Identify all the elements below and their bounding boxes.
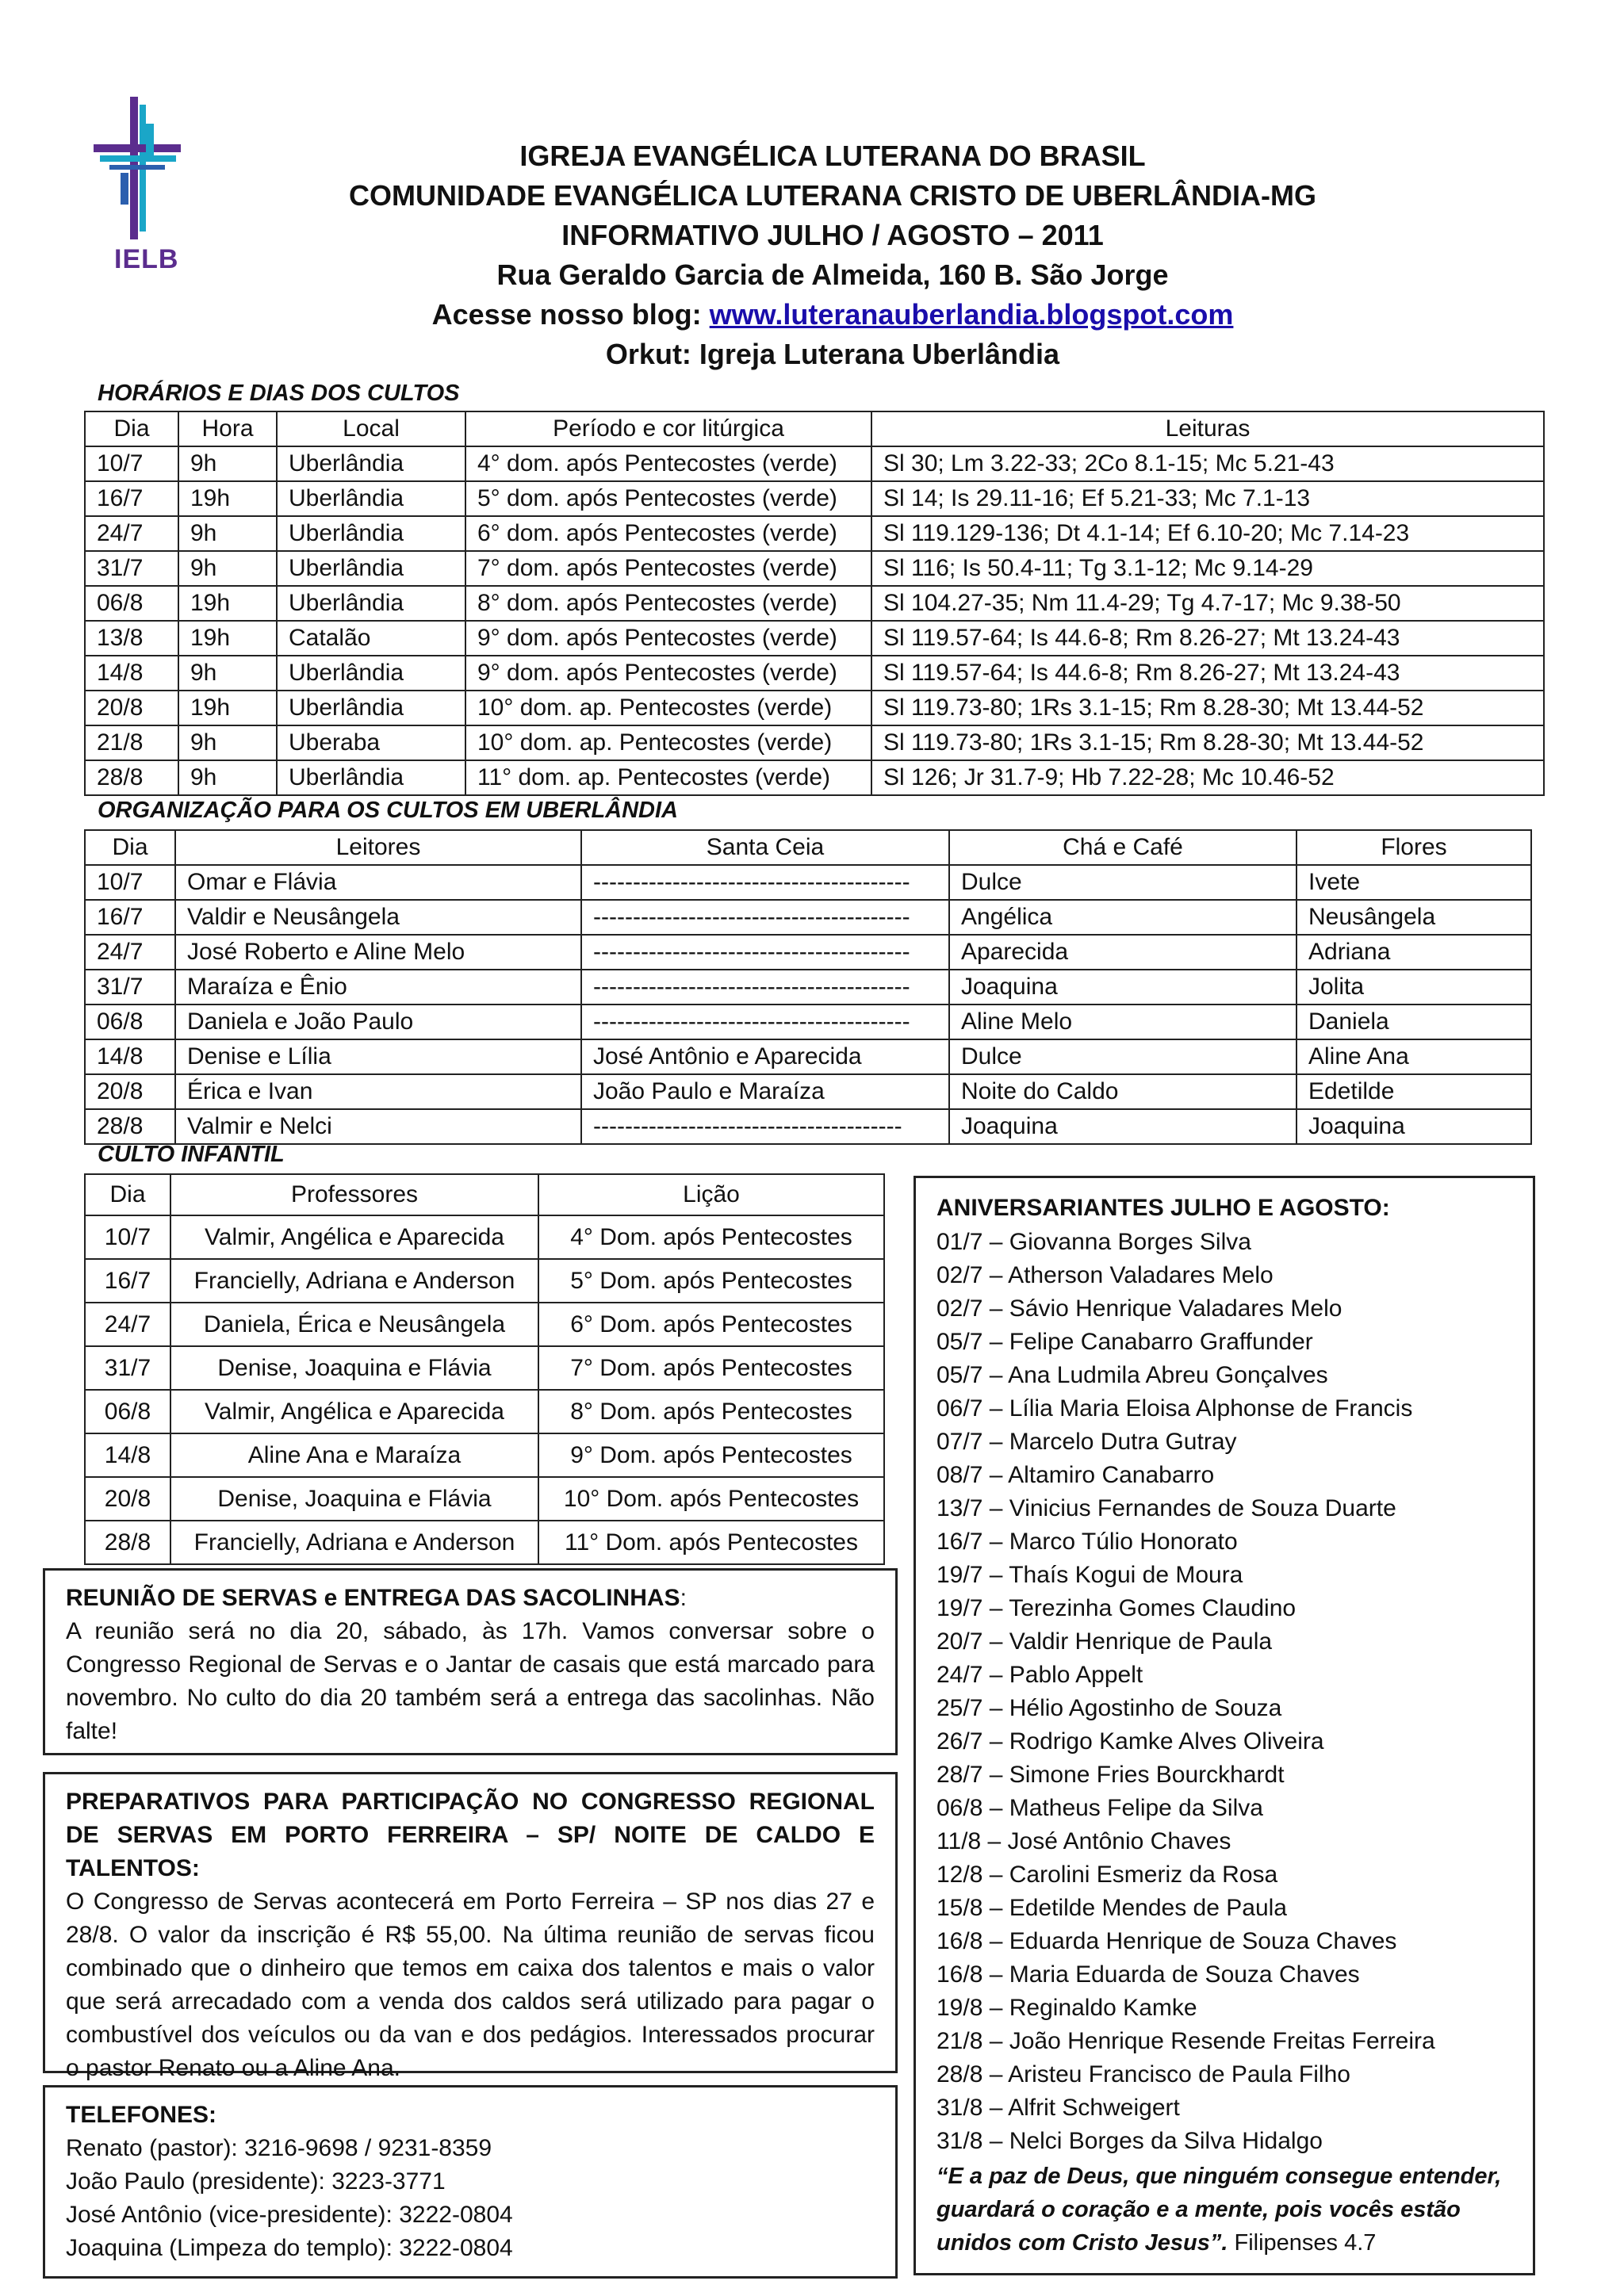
table-cell: Valmir e Nelci <box>175 1109 581 1144</box>
table-cell: 31/7 <box>85 970 175 1004</box>
table-cell: 19h <box>178 691 277 725</box>
children-header-row <box>85 1174 884 1215</box>
services-header-row <box>85 411 1544 446</box>
table-cell: 9h <box>178 446 277 481</box>
birthday-item: 06/8 – Matheus Felipe da Silva <box>936 1795 1263 1821</box>
table-cell: Adriana <box>1297 935 1531 970</box>
table-cell: 4° Dom. após Pentecostes <box>538 1215 884 1259</box>
table-cell: Sl 119.129-136; Dt 4.1-14; Ef 6.10-20; Mc 7.14-23 <box>871 516 1544 551</box>
table-cell: 21/8 <box>85 725 178 760</box>
table-row <box>85 1477 884 1521</box>
blog-link[interactable]: www.luteranauberlandia.blogspot.com <box>709 298 1234 331</box>
table-row <box>85 1039 1531 1074</box>
services-title: HORÁRIOS E DIAS DOS CULTOS <box>98 381 460 406</box>
table-cell: Érica e Ivan <box>175 1074 581 1109</box>
table-cell: 06/8 <box>85 586 178 621</box>
table-row <box>85 1303 884 1346</box>
table-cell: José Roberto e Aline Melo <box>175 935 581 970</box>
table-row <box>85 621 1544 656</box>
table-cell: Francielly, Adriana e Anderson <box>170 1259 538 1303</box>
phone-item: José Antônio (vice-presidente): 3222-0804 <box>66 2202 513 2228</box>
header-line2: COMUNIDADE EVANGÉLICA LUTERANA CRISTO DE UBERLÂNDIA-MG <box>349 179 1316 212</box>
services-column-header: Leituras <box>871 411 1544 446</box>
birthday-item: 25/7 – Hélio Agostinho de Souza <box>936 1695 1282 1721</box>
table-row <box>85 516 1544 551</box>
bible-verse-block <box>936 2160 1512 2260</box>
birthday-item: 12/8 – Carolini Esmeriz da Rosa <box>936 1862 1278 1888</box>
birthday-item: 31/8 – Nelci Borges da Silva Hidalgo <box>936 2128 1323 2154</box>
table-cell: 8° dom. após Pentecostes (verde) <box>465 586 871 621</box>
bible-verse-reference: Filipenses 4.7 <box>1228 2230 1377 2256</box>
table-cell: 11° Dom. após Pentecostes <box>538 1521 884 1564</box>
birthday-item: 15/8 – Edetilde Mendes de Paula <box>936 1895 1287 1921</box>
table-cell: 06/8 <box>85 1004 175 1039</box>
table-cell: 20/8 <box>85 691 178 725</box>
table-cell: 28/8 <box>85 760 178 795</box>
table-cell: Omar e Flávia <box>175 865 581 900</box>
birthday-item: 28/7 – Simone Fries Bourckhardt <box>936 1762 1285 1788</box>
organization-column-header: Leitores <box>175 830 581 865</box>
table-cell: Sl 104.27-35; Nm 11.4-29; Tg 4.7-17; Mc 9.38-50 <box>871 586 1544 621</box>
birthday-item: 13/7 – Vinicius Fernandes de Souza Duarte <box>936 1495 1396 1521</box>
services-column-header: Dia <box>85 411 178 446</box>
table-row <box>85 900 1531 935</box>
table-cell: Aline Ana <box>1297 1039 1531 1074</box>
birthday-item: 19/7 – Thaís Kogui de Moura <box>936 1562 1243 1588</box>
table-row <box>85 446 1544 481</box>
table-cell: 9h <box>178 725 277 760</box>
table-cell: Uberlândia <box>277 691 465 725</box>
table-cell: 9h <box>178 656 277 691</box>
organization-column-header: Flores <box>1297 830 1531 865</box>
table-row <box>85 725 1544 760</box>
birthday-item: 19/8 – Reginaldo Kamke <box>936 1995 1197 2021</box>
table-row <box>85 935 1531 970</box>
children-table <box>84 1173 885 1565</box>
logo-text: IELB <box>114 244 179 274</box>
table-row <box>85 760 1544 795</box>
table-cell: 13/8 <box>85 621 178 656</box>
table-row <box>85 1215 884 1259</box>
organization-title: ORGANIZAÇÃO PARA OS CULTOS EM UBERLÂNDIA <box>98 798 678 823</box>
table-cell: 10° dom. ap. Pentecostes (verde) <box>465 725 871 760</box>
birthday-item: 31/8 – Alfrit Schweigert <box>936 2095 1180 2121</box>
table-row <box>85 1004 1531 1039</box>
table-row <box>85 1346 884 1390</box>
table-row <box>85 865 1531 900</box>
birthdays-list <box>936 1226 1512 2158</box>
organization-column-header: Chá e Café <box>949 830 1297 865</box>
birthday-item: 02/7 – Atherson Valadares Melo <box>936 1262 1274 1288</box>
table-cell: Dulce <box>949 1039 1297 1074</box>
table-cell: Uberlândia <box>277 446 465 481</box>
birthday-item: 08/7 – Altamiro Canabarro <box>936 1462 1215 1488</box>
birthday-item: 05/7 – Ana Ludmila Abreu Gonçalves <box>936 1362 1328 1388</box>
table-cell: 9h <box>178 760 277 795</box>
table-cell: Sl 14; Is 29.11-16; Ef 5.21-33; Mc 7.1-13 <box>871 481 1544 516</box>
table-cell: 9° dom. após Pentecostes (verde) <box>465 656 871 691</box>
table-cell: Francielly, Adriana e Anderson <box>170 1521 538 1564</box>
birthdays-title: ANIVERSARIANTES JULHO E AGOSTO: <box>936 1195 1390 1221</box>
table-cell: Daniela e João Paulo <box>175 1004 581 1039</box>
table-cell: 16/7 <box>85 900 175 935</box>
table-cell: 10° Dom. após Pentecostes <box>538 1477 884 1521</box>
services-column-header: Local <box>277 411 465 446</box>
organization-table <box>84 829 1532 1145</box>
table-cell: 14/8 <box>85 1433 170 1477</box>
table-cell: 9° dom. após Pentecostes (verde) <box>465 621 871 656</box>
table-cell: 9° Dom. após Pentecostes <box>538 1433 884 1477</box>
table-cell: Jolita <box>1297 970 1531 1004</box>
phone-item: Renato (pastor): 3216-9698 / 9231-8359 <box>66 2135 492 2161</box>
phone-item: João Paulo (presidente): 3223-3771 <box>66 2168 446 2195</box>
table-row <box>85 1259 884 1303</box>
table-cell: João Paulo e Maraíza <box>581 1074 949 1109</box>
table-cell: 7° Dom. após Pentecostes <box>538 1346 884 1390</box>
table-cell: Uberlândia <box>277 760 465 795</box>
table-row <box>85 551 1544 586</box>
table-cell: Uberlândia <box>277 516 465 551</box>
phone-item: Joaquina (Limpeza do templo): 3222-0804 <box>66 2235 513 2261</box>
table-row <box>85 656 1544 691</box>
table-cell: Dulce <box>949 865 1297 900</box>
table-cell: 14/8 <box>85 1039 175 1074</box>
table-cell: 16/7 <box>85 1259 170 1303</box>
table-row <box>85 970 1531 1004</box>
table-cell: Uberlândia <box>277 656 465 691</box>
table-cell: Uberlândia <box>277 481 465 516</box>
services-table <box>84 411 1545 796</box>
table-cell: Neusângela <box>1297 900 1531 935</box>
table-cell: Aline Melo <box>949 1004 1297 1039</box>
services-column-header: Hora <box>178 411 277 446</box>
table-cell: 7° dom. após Pentecostes (verde) <box>465 551 871 586</box>
birthday-item: 16/8 – Eduarda Henrique de Souza Chaves <box>936 1928 1397 1954</box>
table-cell: ---------------------------------------- <box>581 900 949 935</box>
header-line3: INFORMATIVO JULHO / AGOSTO – 2011 <box>561 219 1104 251</box>
birthday-item: 20/7 – Valdir Henrique de Paula <box>936 1628 1273 1655</box>
table-cell: 28/8 <box>85 1109 175 1144</box>
table-cell: Sl 30; Lm 3.22-33; 2Co 8.1-15; Mc 5.21-43 <box>871 446 1544 481</box>
table-cell: 19h <box>178 586 277 621</box>
table-cell: ---------------------------------------- <box>581 865 949 900</box>
table-cell: Maraíza e Ênio <box>175 970 581 1004</box>
table-cell: 31/7 <box>85 551 178 586</box>
meeting-box <box>43 1568 898 1755</box>
birthday-item: 06/7 – Lília Maria Eloisa Alphonse de Francis <box>936 1395 1413 1422</box>
table-cell: Noite do Caldo <box>949 1074 1297 1109</box>
congress-box <box>43 1772 898 2081</box>
table-row <box>85 1433 884 1477</box>
birthday-item: 01/7 – Giovanna Borges Silva <box>936 1229 1251 1255</box>
children-column-header: Professores <box>170 1174 538 1215</box>
table-cell: Aline Ana e Maraíza <box>170 1433 538 1477</box>
table-row <box>85 1109 1531 1144</box>
table-cell: 20/8 <box>85 1074 175 1109</box>
table-cell: 4° dom. após Pentecostes (verde) <box>465 446 871 481</box>
table-cell: Valdir e Neusângela <box>175 900 581 935</box>
table-cell: Sl 119.57-64; Is 44.6-8; Rm 8.26-27; Mt 13.24-43 <box>871 656 1544 691</box>
table-row <box>85 1074 1531 1109</box>
table-cell: 10/7 <box>85 865 175 900</box>
table-cell: Sl 119.73-80; 1Rs 3.1-15; Rm 8.28-30; Mt 13.44-52 <box>871 691 1544 725</box>
table-cell: Joaquina <box>949 1109 1297 1144</box>
birthdays-box <box>914 1176 1535 2275</box>
table-cell: 31/7 <box>85 1346 170 1390</box>
birthday-item: 26/7 – Rodrigo Kamke Alves Oliveira <box>936 1728 1324 1755</box>
table-cell: Uberlândia <box>277 551 465 586</box>
children-title: CULTO INFANTIL <box>98 1142 285 1167</box>
birthday-item: 11/8 – José Antônio Chaves <box>936 1828 1231 1854</box>
phones-title: TELEFONES: <box>66 2102 217 2128</box>
table-cell: Denise e Lília <box>175 1039 581 1074</box>
birthday-item: 16/8 – Maria Eduarda de Souza Chaves <box>936 1961 1360 1988</box>
birthday-item: 21/8 – João Henrique Resende Freitas Ferreira <box>936 2028 1435 2054</box>
table-cell: 14/8 <box>85 656 178 691</box>
table-cell: Daniela, Érica e Neusângela <box>170 1303 538 1346</box>
table-cell: Angélica <box>949 900 1297 935</box>
table-cell: Uberlândia <box>277 586 465 621</box>
table-cell: Edetilde <box>1297 1074 1531 1109</box>
table-cell: 6° dom. após Pentecostes (verde) <box>465 516 871 551</box>
children-column-header: Lição <box>538 1174 884 1215</box>
table-row <box>85 586 1544 621</box>
organization-header-row <box>85 830 1531 865</box>
children-column-header: Dia <box>85 1174 170 1215</box>
document-header <box>317 136 1348 374</box>
table-cell: Joaquina <box>949 970 1297 1004</box>
table-cell: 9h <box>178 551 277 586</box>
table-cell: ---------------------------------------- <box>581 935 949 970</box>
table-cell: Catalão <box>277 621 465 656</box>
table-cell: Denise, Joaquina e Flávia <box>170 1477 538 1521</box>
table-cell: 19h <box>178 621 277 656</box>
table-cell: 19h <box>178 481 277 516</box>
table-cell: Ivete <box>1297 865 1531 900</box>
bible-verse: “E a paz de Deus, que ninguém consegue entender, guardará o coração e a mente, pois vocês estão unidos com Cristo Jesus”. <box>936 2164 1502 2256</box>
meeting-body: A reunião será no dia 20, sábado, às 17h. Vamos conversar sobre o Congresso Regional de Servas e o Jantar de casais que está marcado para novembro. No culto do dia 20 também será a entrega das sacolinhas. Não falte! <box>66 1618 875 1744</box>
table-cell: Daniela <box>1297 1004 1531 1039</box>
birthday-item: 07/7 – Marcelo Dutra Gutray <box>936 1429 1237 1455</box>
organization-column-header: Santa Ceia <box>581 830 949 865</box>
table-row <box>85 691 1544 725</box>
table-cell: 5° Dom. após Pentecostes <box>538 1259 884 1303</box>
table-cell: Uberaba <box>277 725 465 760</box>
birthday-item: 05/7 – Felipe Canabarro Graffunder <box>936 1329 1313 1355</box>
table-cell: 28/8 <box>85 1521 170 1564</box>
birthday-item: 16/7 – Marco Túlio Honorato <box>936 1529 1238 1555</box>
table-cell: Aparecida <box>949 935 1297 970</box>
table-cell: Sl 126; Jr 31.7-9; Hb 7.22-28; Mc 10.46-52 <box>871 760 1544 795</box>
table-cell: --------------------------------------- <box>581 1109 949 1144</box>
table-cell: 20/8 <box>85 1477 170 1521</box>
table-cell: 24/7 <box>85 516 178 551</box>
meeting-title-line <box>66 1582 875 1615</box>
table-cell: Joaquina <box>1297 1109 1531 1144</box>
table-cell: 6° Dom. após Pentecostes <box>538 1303 884 1346</box>
table-cell: José Antônio e Aparecida <box>581 1039 949 1074</box>
meeting-title-colon: : <box>680 1585 687 1611</box>
header-blog <box>317 295 1348 335</box>
table-cell: 8° Dom. após Pentecostes <box>538 1390 884 1433</box>
meeting-title: REUNIÃO DE SERVAS e ENTREGA DAS SACOLINHAS <box>66 1585 680 1611</box>
table-cell: 24/7 <box>85 1303 170 1346</box>
table-cell: 16/7 <box>85 481 178 516</box>
table-cell: 9h <box>178 516 277 551</box>
congress-body: O Congresso de Servas acontecerá em Porto Ferreira – SP nos dias 27 e 28/8. O valor da inscrição é R$ 55,00. Na última reunião de servas ficou combinado que o dinheiro que temos em caixa dos talentos e mais o valor que será arrecadado com a venda dos caldos será utilizado para pagar o combustível dos veículos ou da van e dos pedágios. Interessados procurar o pastor Renato ou a Aline Ana. <box>66 1888 875 2081</box>
table-cell: Sl 119.73-80; 1Rs 3.1-15; Rm 8.28-30; Mt 13.44-52 <box>871 725 1544 760</box>
table-cell: Denise, Joaquina e Flávia <box>170 1346 538 1390</box>
ielb-logo <box>94 97 181 279</box>
blog-label: Acesse nosso blog: <box>431 298 710 331</box>
birthday-item: 19/7 – Terezinha Gomes Claudino <box>936 1595 1297 1621</box>
birthday-item: 24/7 – Pablo Appelt <box>936 1662 1143 1688</box>
congress-title: PREPARATIVOS PARA PARTICIPAÇÃO NO CONGRESSO REGIONAL DE SERVAS EM PORTO FERREIRA – SP/ NOITE DE CALDO E TALENTOS: <box>66 1789 875 1881</box>
birthday-item: 02/7 – Sávio Henrique Valadares Melo <box>936 1295 1342 1322</box>
header-line1: IGREJA EVANGÉLICA LUTERANA DO BRASIL <box>519 140 1146 172</box>
phones-box <box>43 2085 898 2279</box>
header-orkut: Orkut: Igreja Luterana Uberlândia <box>605 338 1060 370</box>
table-cell: 10° dom. ap. Pentecostes (verde) <box>465 691 871 725</box>
table-cell: 5° dom. após Pentecostes (verde) <box>465 481 871 516</box>
table-cell: 24/7 <box>85 935 175 970</box>
organization-column-header: Dia <box>85 830 175 865</box>
table-cell: 10/7 <box>85 446 178 481</box>
table-cell: 11° dom. ap. Pentecostes (verde) <box>465 760 871 795</box>
table-cell: Valmir, Angélica e Aparecida <box>170 1390 538 1433</box>
table-cell: ---------------------------------------- <box>581 1004 949 1039</box>
birthday-item: 28/8 – Aristeu Francisco de Paula Filho <box>936 2061 1350 2087</box>
table-row <box>85 1521 884 1564</box>
table-row <box>85 481 1544 516</box>
table-cell: Sl 116; Is 50.4-11; Tg 3.1-12; Mc 9.14-29 <box>871 551 1544 586</box>
table-row <box>85 1390 884 1433</box>
services-column-header: Período e cor litúrgica <box>465 411 871 446</box>
table-cell: 10/7 <box>85 1215 170 1259</box>
table-cell: ---------------------------------------- <box>581 970 949 1004</box>
table-cell: Valmir, Angélica e Aparecida <box>170 1215 538 1259</box>
table-cell: Sl 119.57-64; Is 44.6-8; Rm 8.26-27; Mt 13.24-43 <box>871 621 1544 656</box>
header-line4: Rua Geraldo Garcia de Almeida, 160 B. São Jorge <box>496 258 1169 291</box>
table-cell: 06/8 <box>85 1390 170 1433</box>
